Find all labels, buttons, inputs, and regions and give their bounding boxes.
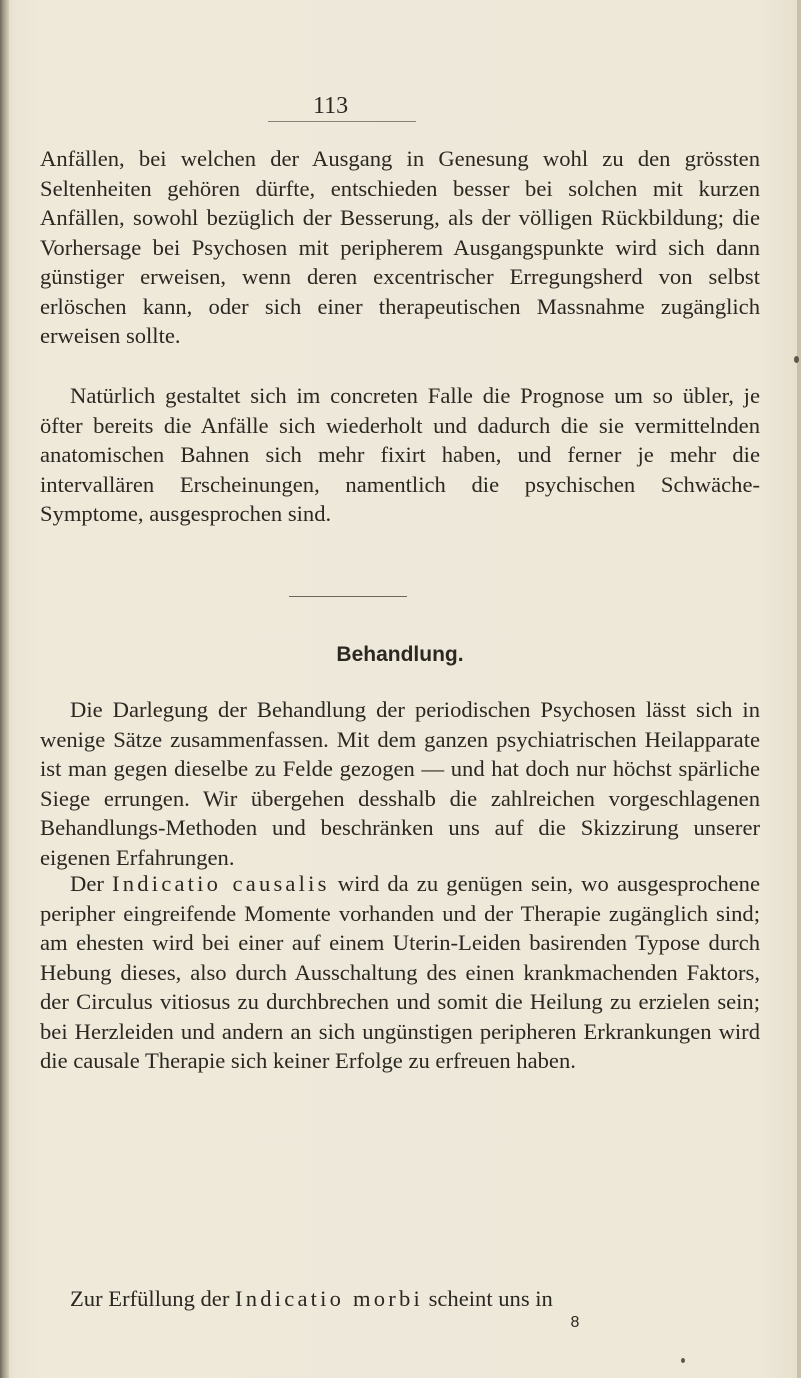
paper-speck — [681, 1358, 685, 1363]
page-edge — [797, 0, 801, 1378]
paragraph-4 — [40, 869, 760, 1076]
section-separator — [289, 596, 407, 597]
indicatio-morbi-term: Indicatio morbi — [235, 1286, 423, 1311]
paragraph-1: Anfällen, bei welchen der Ausgang in Genesung wohl zu den grössten Seltenheiten gehören dürfte, entschieden besser bei solchen mit kurzen Anfällen, sowohl bezüglich der Besserung, als der völligen Rückbildung; die Vorhersage bei Psychosen mit peripherem Ausgangspunkte wird sich dann günstiger erweisen, wenn deren excentrischer Erregungsherd von selbst erlöschen kann, oder sich einer therapeutischen Massnahme zugänglich erweisen sollte. — [40, 146, 760, 348]
paragraph-4-body: wird da zu genügen sein, wo ausgesprochene peripher eingreifende Momente vorhanden und der Therapie zugänglich sind; am ehesten wird bei einer auf einem Uterin-Leiden basirenden Typose durch Hebung dieses, also durch Ausschaltung des einen krankmachenden Faktors, der Circulus vitiosus zu durchbrechen und somit die Heilung zu erzielen sein; bei Herzleiden und andern an sich ungünstigen peripheren Erkrankungen wird die causale Therapie sich keiner Erfolge zu erfreuen haben. — [40, 871, 760, 1073]
page-number: 113 — [313, 93, 349, 119]
paragraph-5-lead: Zur Erfüllung der — [70, 1286, 230, 1311]
paper-speck — [794, 356, 799, 363]
paragraph-5-body: scheint uns in — [428, 1286, 553, 1311]
paragraph-5 — [40, 1284, 760, 1314]
binding-edge — [0, 0, 9, 1378]
header-rule — [268, 121, 416, 122]
paragraph-2: Natürlich gestaltet sich im concreten Falle die Prognose um so übler, je öfter bereits die Anfälle sich wiederholt und dadurch die sie vermittelnden anatomischen Bahnen sich mehr fixirt haben, und ferner je mehr die intervallären Erscheinungen, namentlich die psychischen Schwäche-Symptome, ausgesprochen sind. — [40, 383, 760, 526]
signature-mark: 8 — [570, 1314, 580, 1331]
paragraph-4-lead: Der — [70, 871, 104, 896]
section-heading: Behandlung. — [336, 643, 464, 666]
indicatio-causalis-term: Indicatio causalis — [112, 871, 330, 896]
paragraph-3: Die Darlegung der Behandlung der periodischen Psychosen lässt sich in wenige Sätze zusammenfassen. Mit dem ganzen psychiatrischen Heilapparate ist man gegen dieselbe zu Felde gezogen — und hat doch nur höchst spärliche Siege errungen. Wir übergehen desshalb die zahlreichen vorgeschlagenen Behandlungs-Methoden und beschränken uns auf die Skizzirung unserer eigenen Erfahrungen. — [40, 697, 760, 870]
